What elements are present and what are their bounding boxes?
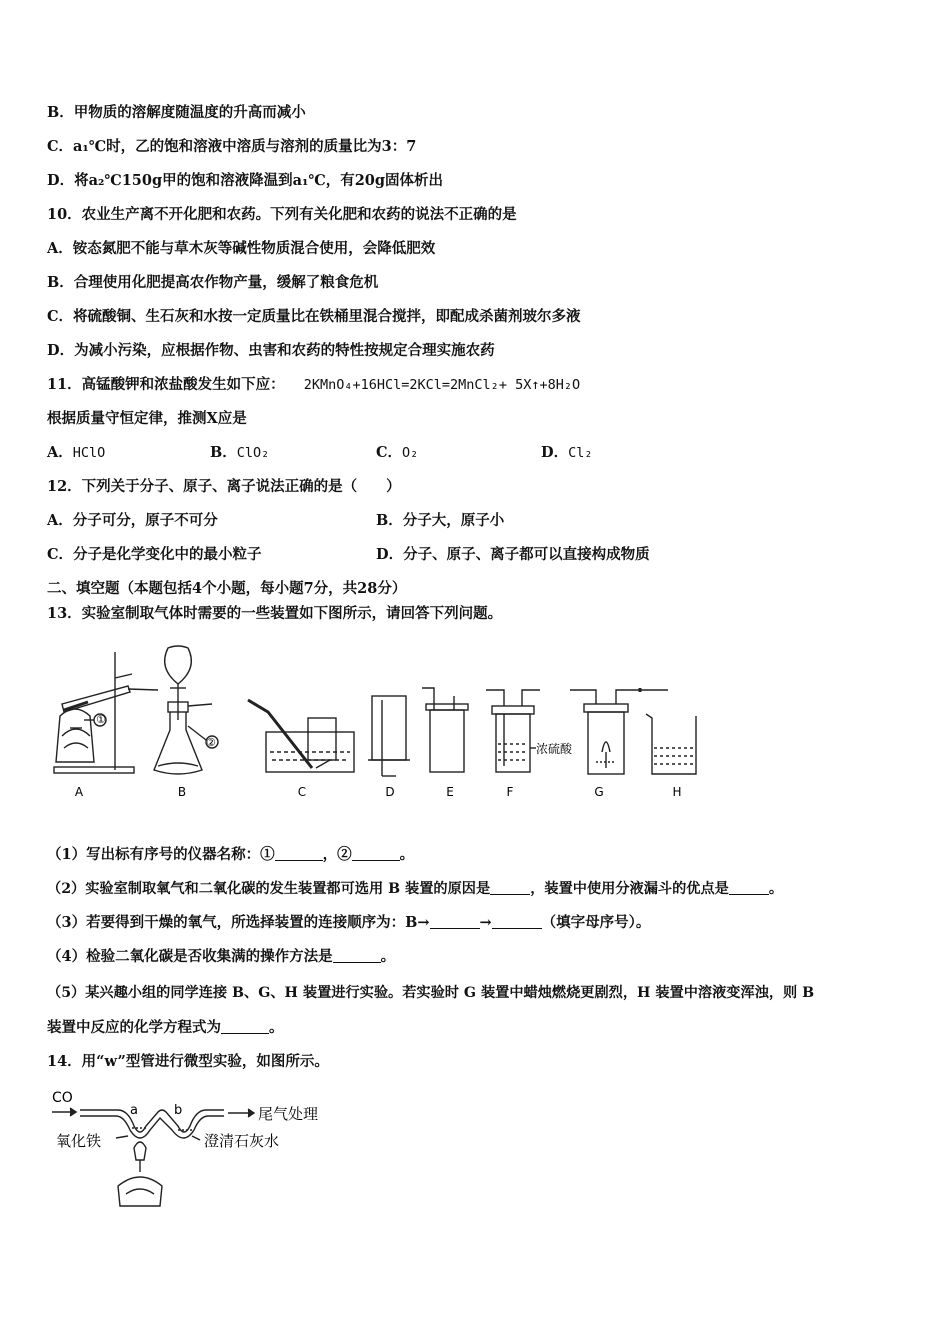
q10-option-b: B．合理使用化肥提高农作物产量，缓解了粮食危机 [47, 274, 379, 291]
apparatus-e [422, 688, 468, 772]
mark-2: ② [206, 736, 216, 749]
blank-7[interactable] [333, 948, 381, 963]
apparatus-g [570, 688, 668, 774]
apparatus-h [646, 714, 696, 774]
q14-w-tube-figure [48, 1086, 358, 1216]
q13-part3 [47, 913, 650, 933]
q11-option-a [47, 443, 105, 463]
q13-part2-text-b: ，装置中使用分液漏斗的优点是 [530, 881, 729, 897]
q13-part3-text-b: → [479, 914, 492, 931]
apparatus-d [368, 696, 410, 776]
limewater-label: 澄清石灰水 [204, 1132, 280, 1150]
q11-stem-text: 11．高锰酸钾和浓盐酸发生如下应： [47, 376, 285, 393]
q13-part3-text-a: （3）若要得到干燥的氧气，所选择装置的连接顺序为：B→ [47, 914, 430, 931]
q13-part3-text-c: （填字母序号）。 [541, 914, 651, 931]
blank-2[interactable] [352, 846, 400, 861]
label-e: E [446, 785, 454, 799]
q13-stem: 13．实验室制取气体时需要的一些装置如下图所示，请回答下列问题。 [47, 605, 503, 622]
q13-part1-text-b: ，② [322, 846, 352, 863]
q10-stem: 10．农业生产离不开化肥和农药。下列有关化肥和农药的说法不正确的是 [47, 206, 517, 223]
label-a: A [74, 785, 84, 799]
q13-part5-text-b: 。 [269, 1019, 284, 1036]
label-d: D [385, 785, 395, 799]
q11-equation: 2KMnO₄+16HCl=2KCl=2MnCl₂+ 5X↑+8H₂O [303, 377, 581, 393]
apparatus-f [486, 690, 540, 772]
blank-1[interactable] [275, 846, 323, 861]
q11-option-c-label: C． [376, 444, 403, 461]
q11-stem [47, 375, 580, 395]
q12-stem: 12．下列关于分子、原子、离子说法正确的是（ ） [47, 478, 401, 495]
q11-option-a-value: HClO [72, 445, 106, 461]
label-b: B [177, 785, 187, 799]
q9-option-d: D．将a₂℃150g甲的饱和溶液降温到a₁℃，有20g固体析出 [47, 172, 444, 189]
q13-apparatus-figure [40, 640, 720, 810]
q12-option-b: B．分子大，原子小 [376, 512, 505, 529]
q9-option-c: C．a₁℃时，乙的饱和溶液中溶质与溶剂的质量比为3：7 [47, 138, 417, 155]
q11-option-d-label: D． [541, 444, 569, 461]
q13-part4 [47, 947, 395, 967]
point-b-label: b [174, 1103, 183, 1118]
q13-part2-text-c: 。 [768, 881, 784, 897]
section-title: 二、填空题（本题包括4个小题，每小题7分，共28分） [47, 580, 407, 597]
label-c: C [297, 785, 307, 799]
q13-part5-line1: （5）某兴趣小组的同学连接 B、G、H 装置进行实验。若实验时 G 装置中蜡烛燃烧更剧烈，H 装置中溶液变浑浊，则 B [47, 985, 815, 1001]
q13-part1-text-c: 。 [399, 846, 415, 863]
apparatus-a [54, 652, 158, 773]
q13-part4-text-b: 。 [380, 948, 396, 965]
apparatus-c [248, 700, 354, 772]
q9-option-b: B．甲物质的溶解度随温度的升高而减小 [47, 104, 306, 121]
q11-option-d [541, 443, 592, 463]
blank-6[interactable] [492, 914, 542, 929]
q11-option-b [210, 443, 269, 463]
q13-part2 [47, 879, 783, 899]
q13-part1-text-a: （1）写出标有序号的仪器名称：① [47, 846, 275, 863]
q13-part4-text-a: （4）检验二氧化碳是否收集满的操作方法是 [47, 948, 333, 965]
q11-option-d-value: Cl₂ [568, 445, 593, 461]
label-h: H [672, 785, 682, 799]
q11-option-c [376, 443, 418, 463]
iron-oxide-label: 氧化铁 [56, 1132, 102, 1150]
q14-stem: 14．用“w”型管进行微型实验，如图所示。 [47, 1053, 329, 1070]
q10-option-a: A．铵态氮肥不能与草木灰等碱性物质混合使用，会降低肥效 [47, 240, 436, 257]
q13-part5-text-a: 装置中反应的化学方程式为 [47, 1019, 221, 1036]
blank-4[interactable] [729, 880, 769, 895]
q10-option-d: D．为减小污染，应根据作物、虫害和农药的特性按规定合理实施农药 [47, 342, 495, 359]
q12-option-d: D．分子、原子、离子都可以直接构成物质 [376, 546, 650, 563]
label-f: F [506, 785, 514, 799]
point-a-label: a [130, 1103, 138, 1118]
q11-option-b-label: B． [210, 444, 237, 461]
q12-option-a: A．分子可分，原子不可分 [47, 512, 218, 529]
co-label: CO [52, 1090, 73, 1106]
q11-option-a-label: A． [47, 444, 73, 461]
q10-option-c: C．将硫酸铜、生石灰和水按一定质量比在铁桶里混合搅拌，即配成杀菌剂玻尔多液 [47, 308, 581, 325]
tail-gas-label: 尾气处理 [258, 1105, 319, 1123]
q13-part1 [47, 845, 414, 865]
q11-line2: 根据质量守恒定律，推测X应是 [47, 410, 247, 427]
blank-5[interactable] [430, 914, 480, 929]
blank-8[interactable] [221, 1019, 269, 1034]
label-g: G [594, 785, 604, 799]
q11-option-c-value: O₂ [402, 445, 419, 461]
blank-3[interactable] [490, 880, 530, 895]
reagent-label: 浓硫酸 [536, 742, 573, 756]
q12-option-c: C．分子是化学变化中的最小粒子 [47, 546, 262, 563]
mark-1: ① [96, 713, 106, 726]
apparatus-b [154, 646, 218, 774]
q13-part2-text-a: （2）实验室制取氧气和二氧化碳的发生装置都可选用 B 装置的原因是 [47, 881, 491, 897]
q13-part5-line2 [47, 1018, 284, 1038]
q11-option-b-value: ClO₂ [236, 445, 270, 461]
